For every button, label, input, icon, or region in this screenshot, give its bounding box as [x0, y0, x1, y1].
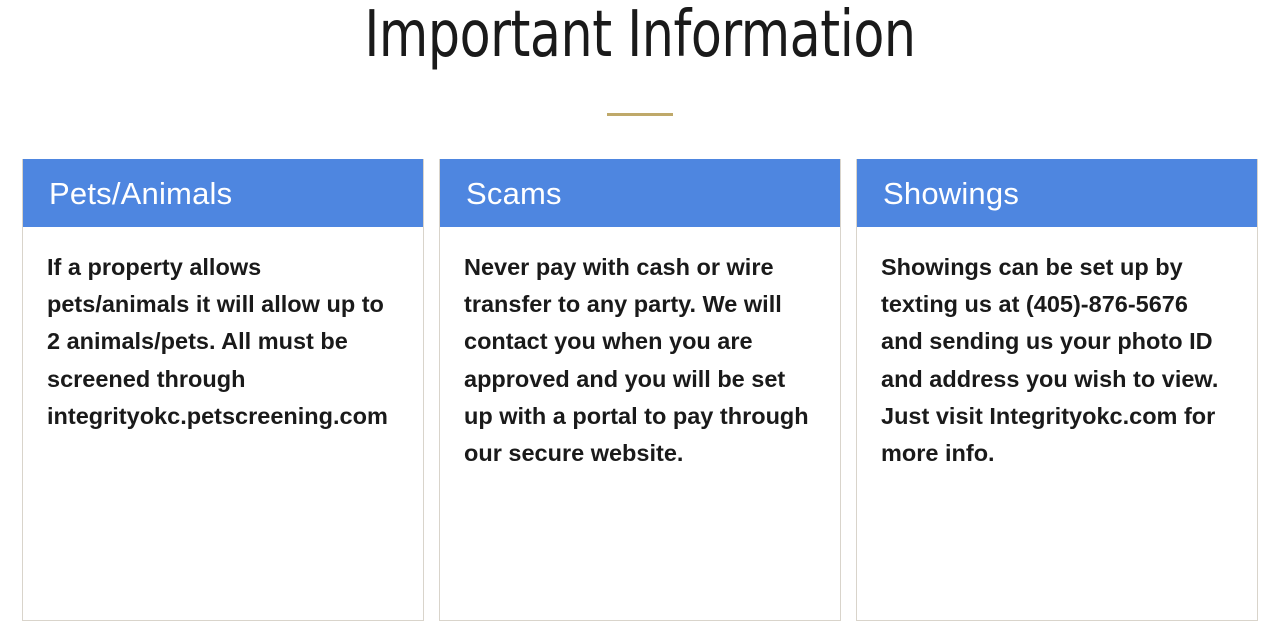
page-title: Important Information [364, 0, 916, 72]
info-card-body-showings: Showings can be set up by texting us at (405)-876-5676 and sending us your photo ID and address you wish to view. Just visit Integrityokc.com for more info. [881, 254, 1219, 466]
info-card-title-pets-animals: Pets/Animals [23, 159, 423, 227]
info-card-title-scams: Scams [440, 159, 840, 227]
info-card-pets-animals [22, 159, 424, 621]
info-card-scams [439, 159, 841, 621]
info-card-body-pets-animals: If a property allows pets/animals it will allow up to 2 animals/pets. All must be screened through integrityokc.petscreening.com [47, 254, 388, 429]
info-card-showings [856, 159, 1258, 621]
info-card-title-showings: Showings [857, 159, 1257, 227]
info-card-body-scams: Never pay with cash or wire transfer to any party. We will contact you when you are approved and you will be set up with a portal to pay through our secure website. [464, 254, 809, 466]
info-card-list [22, 159, 1258, 621]
title-divider [607, 113, 673, 116]
